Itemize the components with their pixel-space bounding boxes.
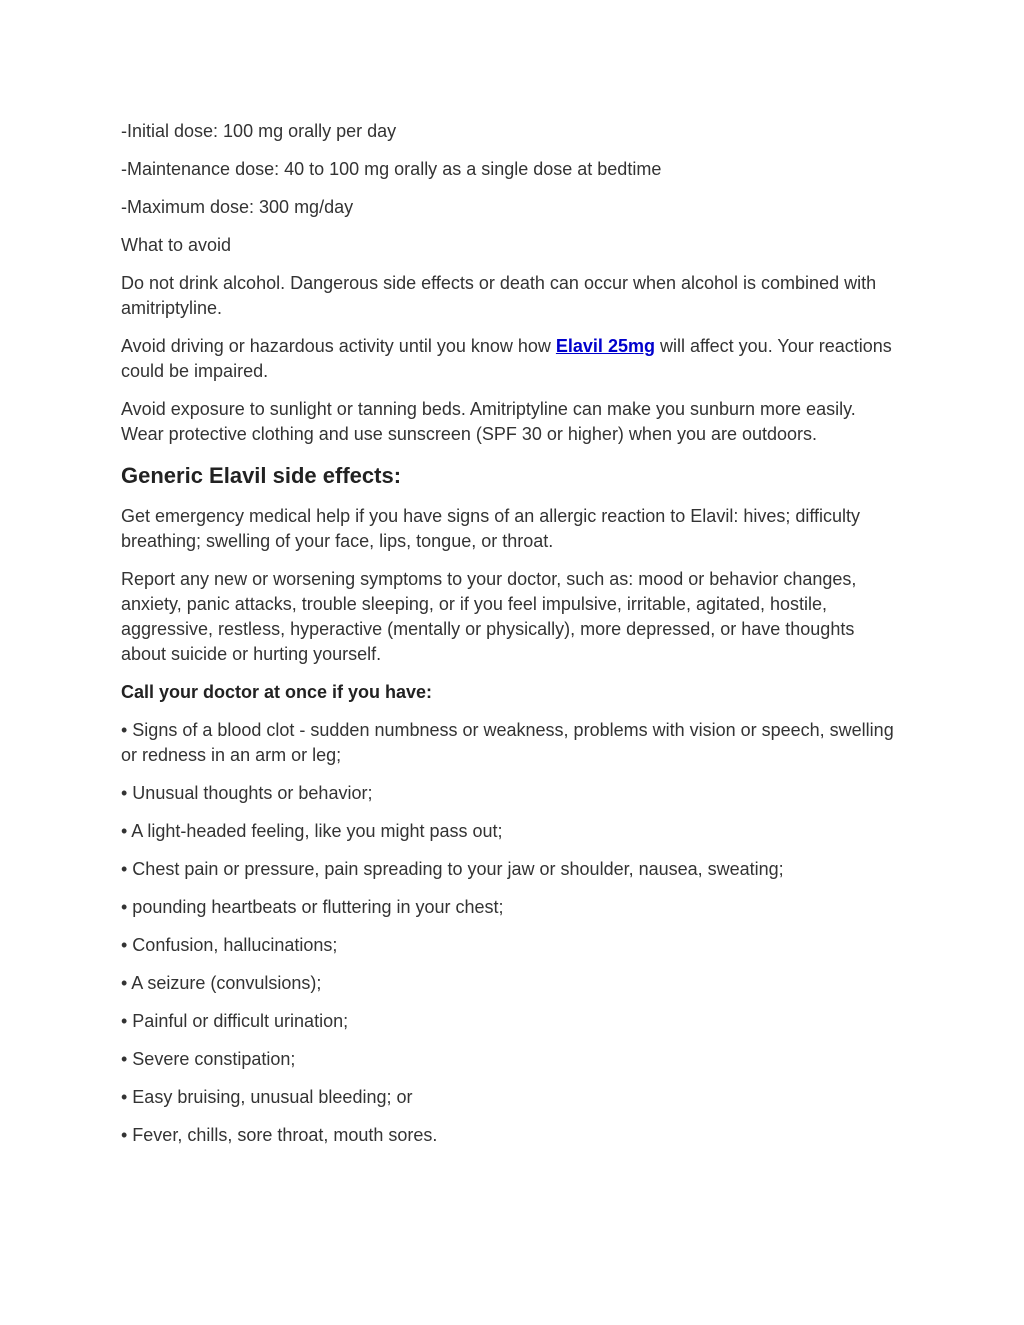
driving-text-after: will affect you. Your reactions could be impaired. bbox=[121, 336, 892, 381]
list-item: • Fever, chills, sore throat, mouth sores. bbox=[121, 1125, 438, 1145]
sunlight-paragraph: Avoid exposure to sunlight or tanning beds. Amitriptyline can make you sunburn more easily. Wear protective clothing and use sunscreen (SPF 30 or higher) when you are outdoors. bbox=[121, 399, 856, 444]
maximum-dose: -Maximum dose: 300 mg/day bbox=[121, 197, 354, 217]
alcohol-paragraph: Do not drink alcohol. Dangerous side effects or death can occur when alcohol is combined with amitriptyline. bbox=[121, 273, 877, 318]
report-paragraph: Report any new or worsening symptoms to your doctor, such as: mood or behavior changes, anxiety, panic attacks, trouble sleeping, or if you feel impulsive, irritable, agitated, hostile, aggressive, restless, hyperactive (mentally or physically), more depressed, or have thoughts about suicide or hurting yourself. bbox=[121, 569, 857, 664]
list-item: • A seizure (convulsions); bbox=[121, 973, 322, 993]
emergency-paragraph: Get emergency medical help if you have signs of an allergic reaction to Elavil: hives; difficulty breathing; swelling of your face, lips, tongue, or throat. bbox=[121, 506, 861, 551]
driving-text-before: Avoid driving or hazardous activity until you know how bbox=[121, 336, 556, 356]
side-effects-heading: Generic Elavil side effects: bbox=[121, 463, 402, 488]
list-item: • pounding heartbeats or fluttering in your chest; bbox=[121, 897, 504, 917]
list-item: • Signs of a blood clot - sudden numbness or weakness, problems with vision or speech, swelling or redness in an arm or leg; bbox=[121, 720, 894, 765]
what-to-avoid-heading: What to avoid bbox=[121, 235, 232, 255]
elavil-25mg-link[interactable]: Elavil 25mg bbox=[555, 336, 655, 356]
list-item: • A light-headed feeling, like you might pass out; bbox=[121, 821, 503, 841]
list-item: • Unusual thoughts or behavior; bbox=[121, 783, 373, 803]
initial-dose: -Initial dose: 100 mg orally per day bbox=[121, 121, 397, 141]
list-item: • Easy bruising, unusual bleeding; or bbox=[121, 1087, 413, 1107]
list-item: • Painful or difficult urination; bbox=[121, 1011, 349, 1031]
list-item: • Confusion, hallucinations; bbox=[121, 935, 338, 955]
maintenance-dose: -Maintenance dose: 40 to 100 mg orally as a single dose at bedtime bbox=[121, 159, 662, 179]
driving-paragraph bbox=[121, 334, 901, 384]
document-page bbox=[121, 119, 901, 1161]
list-item: • Chest pain or pressure, pain spreading to your jaw or shoulder, nausea, sweating; bbox=[121, 859, 784, 879]
list-item: • Severe constipation; bbox=[121, 1049, 296, 1069]
call-doctor-heading: Call your doctor at once if you have: bbox=[121, 682, 433, 702]
